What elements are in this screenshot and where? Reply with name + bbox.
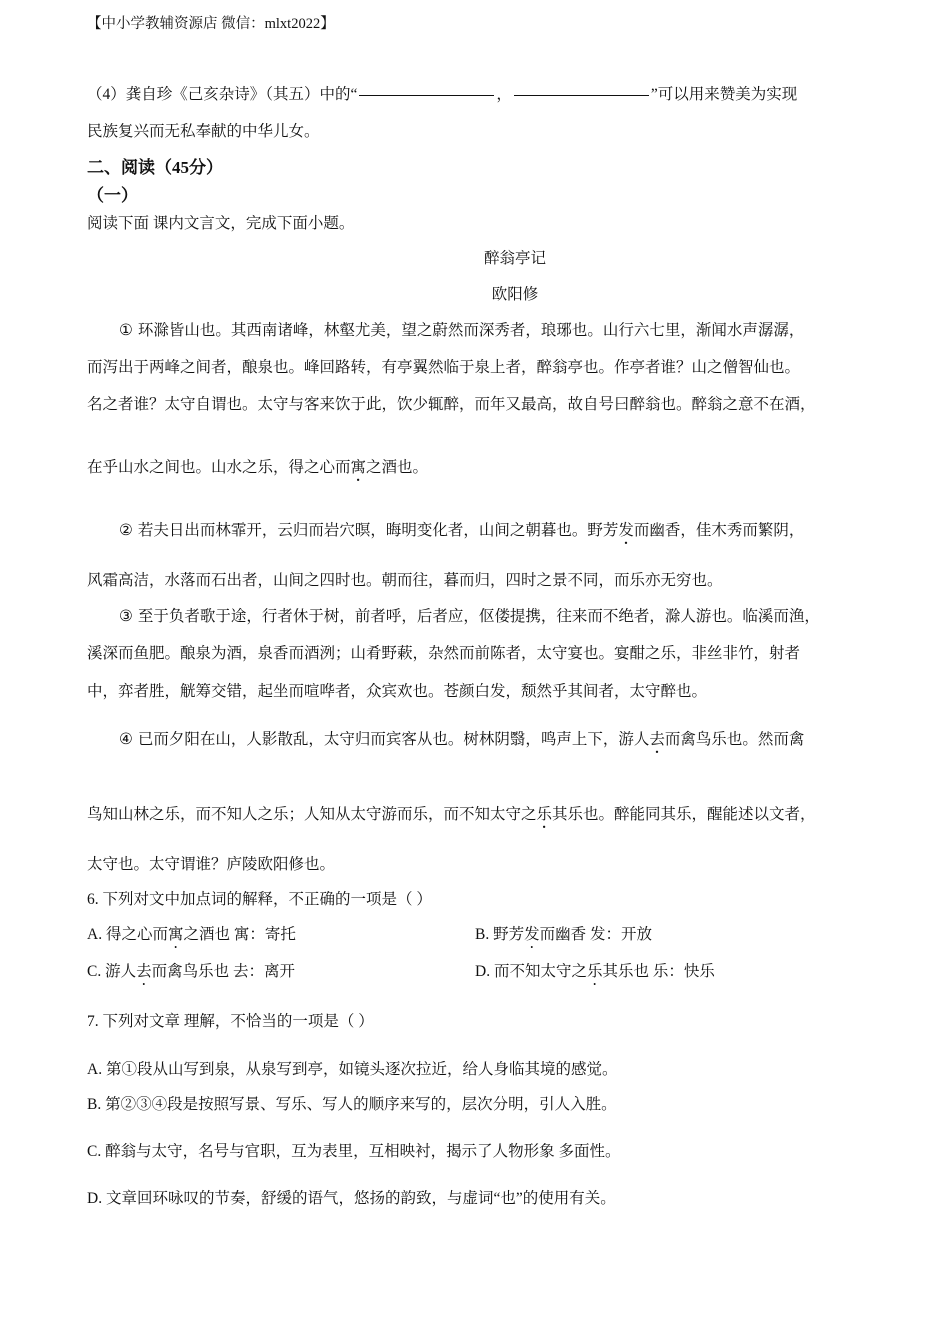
article-title: 醉翁亭记 [483,249,546,267]
question-7-stem: 7. 下列对文章 理解，不恰当的一项是（ ） [87,1013,374,1030]
dotted-word-le: 乐 [536,805,553,823]
q6-option-a[interactable] [87,922,296,952]
dotted-word-yu: 寓 [350,458,367,476]
p4-line1-pre: ④ 已而夕阳在山，人影散乱，太守归而宾客从也。树林阴翳，鸣声上下，游人 [119,730,650,748]
p1-line4-post: 之酒也。 [366,458,429,476]
p2-line1 [119,518,804,548]
q6-option-c[interactable] [87,959,295,989]
q6-option-b[interactable] [475,922,652,952]
q6-c-post: 而禽鸟乐也 去：离开 [151,963,295,980]
p4-line2-post: 其乐也。醉能同其乐，醒能述以文者， [552,805,816,823]
question-4-line2: 民族复兴而无私奉献的中华儿女。 [87,123,320,140]
q6-c-dotted: 去 [136,963,152,980]
q4-suffix: ”可以用来赞美为实现 [650,86,798,103]
q6-a-post: 之酒也 寓：寄托 [183,926,296,943]
q4-blank-1[interactable] [359,94,494,96]
reading-instruction: 阅读下面 课内文言文，完成下面小题。 [87,215,355,232]
question-4-line1 [87,82,797,104]
page-header: 【中小学教辅资源店 微信：mlxt2022】 [87,16,335,32]
q7-option-c[interactable]: C. 醉翁与太守，名号与官职，互为表里，互相映衬，揭示了人物形象 多面性。 [87,1143,621,1160]
q4-separator: ， [496,86,512,103]
q6-b-pre: B. 野芳 [475,926,525,943]
q6-c-pre: C. 游人 [87,963,137,980]
p4-line2 [87,802,816,832]
p2-line1-pre: ② 若夫日出而林霏开，云归而岩穴暝，晦明变化者，山间之朝暮也。野芳 [119,521,619,539]
p4-line2-pre: 鸟知山林之乐，而不知人之乐；人知从太守游而乐，而不知太守之 [87,805,537,823]
p3-line1: ③ 至于负者歌于途，行者休于树，前者呼，后者应，伛偻提携，往来而不绝者，滁人游也。临溪而渔， [119,607,820,625]
section-heading: 二、阅读（45分） [87,158,223,177]
q6-d-post: 其乐也 乐：快乐 [602,963,715,980]
q7-option-b[interactable]: B. 第②③④段是按照写景、写乐、写人的顺序来写的，层次分明，引人入胜。 [87,1096,617,1113]
q6-d-pre: D. 而不知太守之 [475,963,587,980]
q7-option-a[interactable]: A. 第①段从山写到泉，从泉写到亭，如镜头逐次拉近，给人身临其境的感觉。 [87,1061,618,1078]
p1-line4-pre: 在乎山水之间也。山水之乐，得之心而 [87,458,351,476]
p1-line1: ① 环滁皆山也。其西南诸峰，林壑尤美，望之蔚然而深秀者，琅琊也。山行六七里，渐闻水声潺潺， [119,321,805,339]
p3-line3: 中，弈者胜，觥筹交错，起坐而喧哗者，众宾欢也。苍颜白发，颓然乎其间者，太守醉也。 [87,682,708,700]
q6-d-dotted: 乐 [586,963,603,980]
question-6-stem: 6. 下列对文中加点词的解释，不正确的一项是（ ） [87,891,432,908]
dotted-word-fa: 发 [618,521,634,539]
p2-line2: 风霜高洁，水落而石出者，山间之四时也。朝而往，暮而归，四时之景不同，而乐亦无穷也。 [87,571,723,589]
q4-blank-2[interactable] [514,94,649,96]
p1-line4 [87,455,428,485]
article-author: 欧阳修 [491,285,539,303]
q6-option-d[interactable] [475,959,715,989]
dotted-word-qu: 去 [649,730,665,748]
q6-b-dotted: 发 [524,926,540,943]
p4-line3: 太守也。太守谓谁？庐陵欧阳修也。 [87,855,336,873]
q6-b-post: 而幽香 发：开放 [539,926,652,943]
p4-line1 [119,727,804,757]
q6-a-dotted: 寓 [167,926,184,943]
part-heading: （一） [87,186,138,205]
p1-line2: 而泻出于两峰之间者，酿泉也。峰回路转，有亭翼然临于泉上者，醉翁亭也。作亭者谁？山之僧智仙也。 [87,358,801,376]
p3-line2: 溪深而鱼肥。酿泉为酒，泉香而酒洌；山肴野蔌，杂然而前陈者，太守宴也。宴酣之乐，非丝非竹，射者 [87,644,801,662]
q6-a-pre: A. 得之心而 [87,926,168,943]
p4-line1-post: 而禽鸟乐也。然而禽 [664,730,805,748]
q7-option-d[interactable]: D. 文章回环咏叹的节奏，舒缓的语气，悠扬的韵致，与虚词“也”的使用有关。 [87,1190,616,1207]
p2-line1-post: 而幽香，佳木秀而繁阴， [633,521,805,539]
q4-prefix: （4）龚自珍《己亥杂诗》（其五）中的“ [87,86,358,103]
p1-line3: 名之者谁？太守自谓也。太守与客来饮于此，饮少辄醉，而年又最高，故自号曰醉翁也。醉翁之意不在酒， [87,395,816,413]
